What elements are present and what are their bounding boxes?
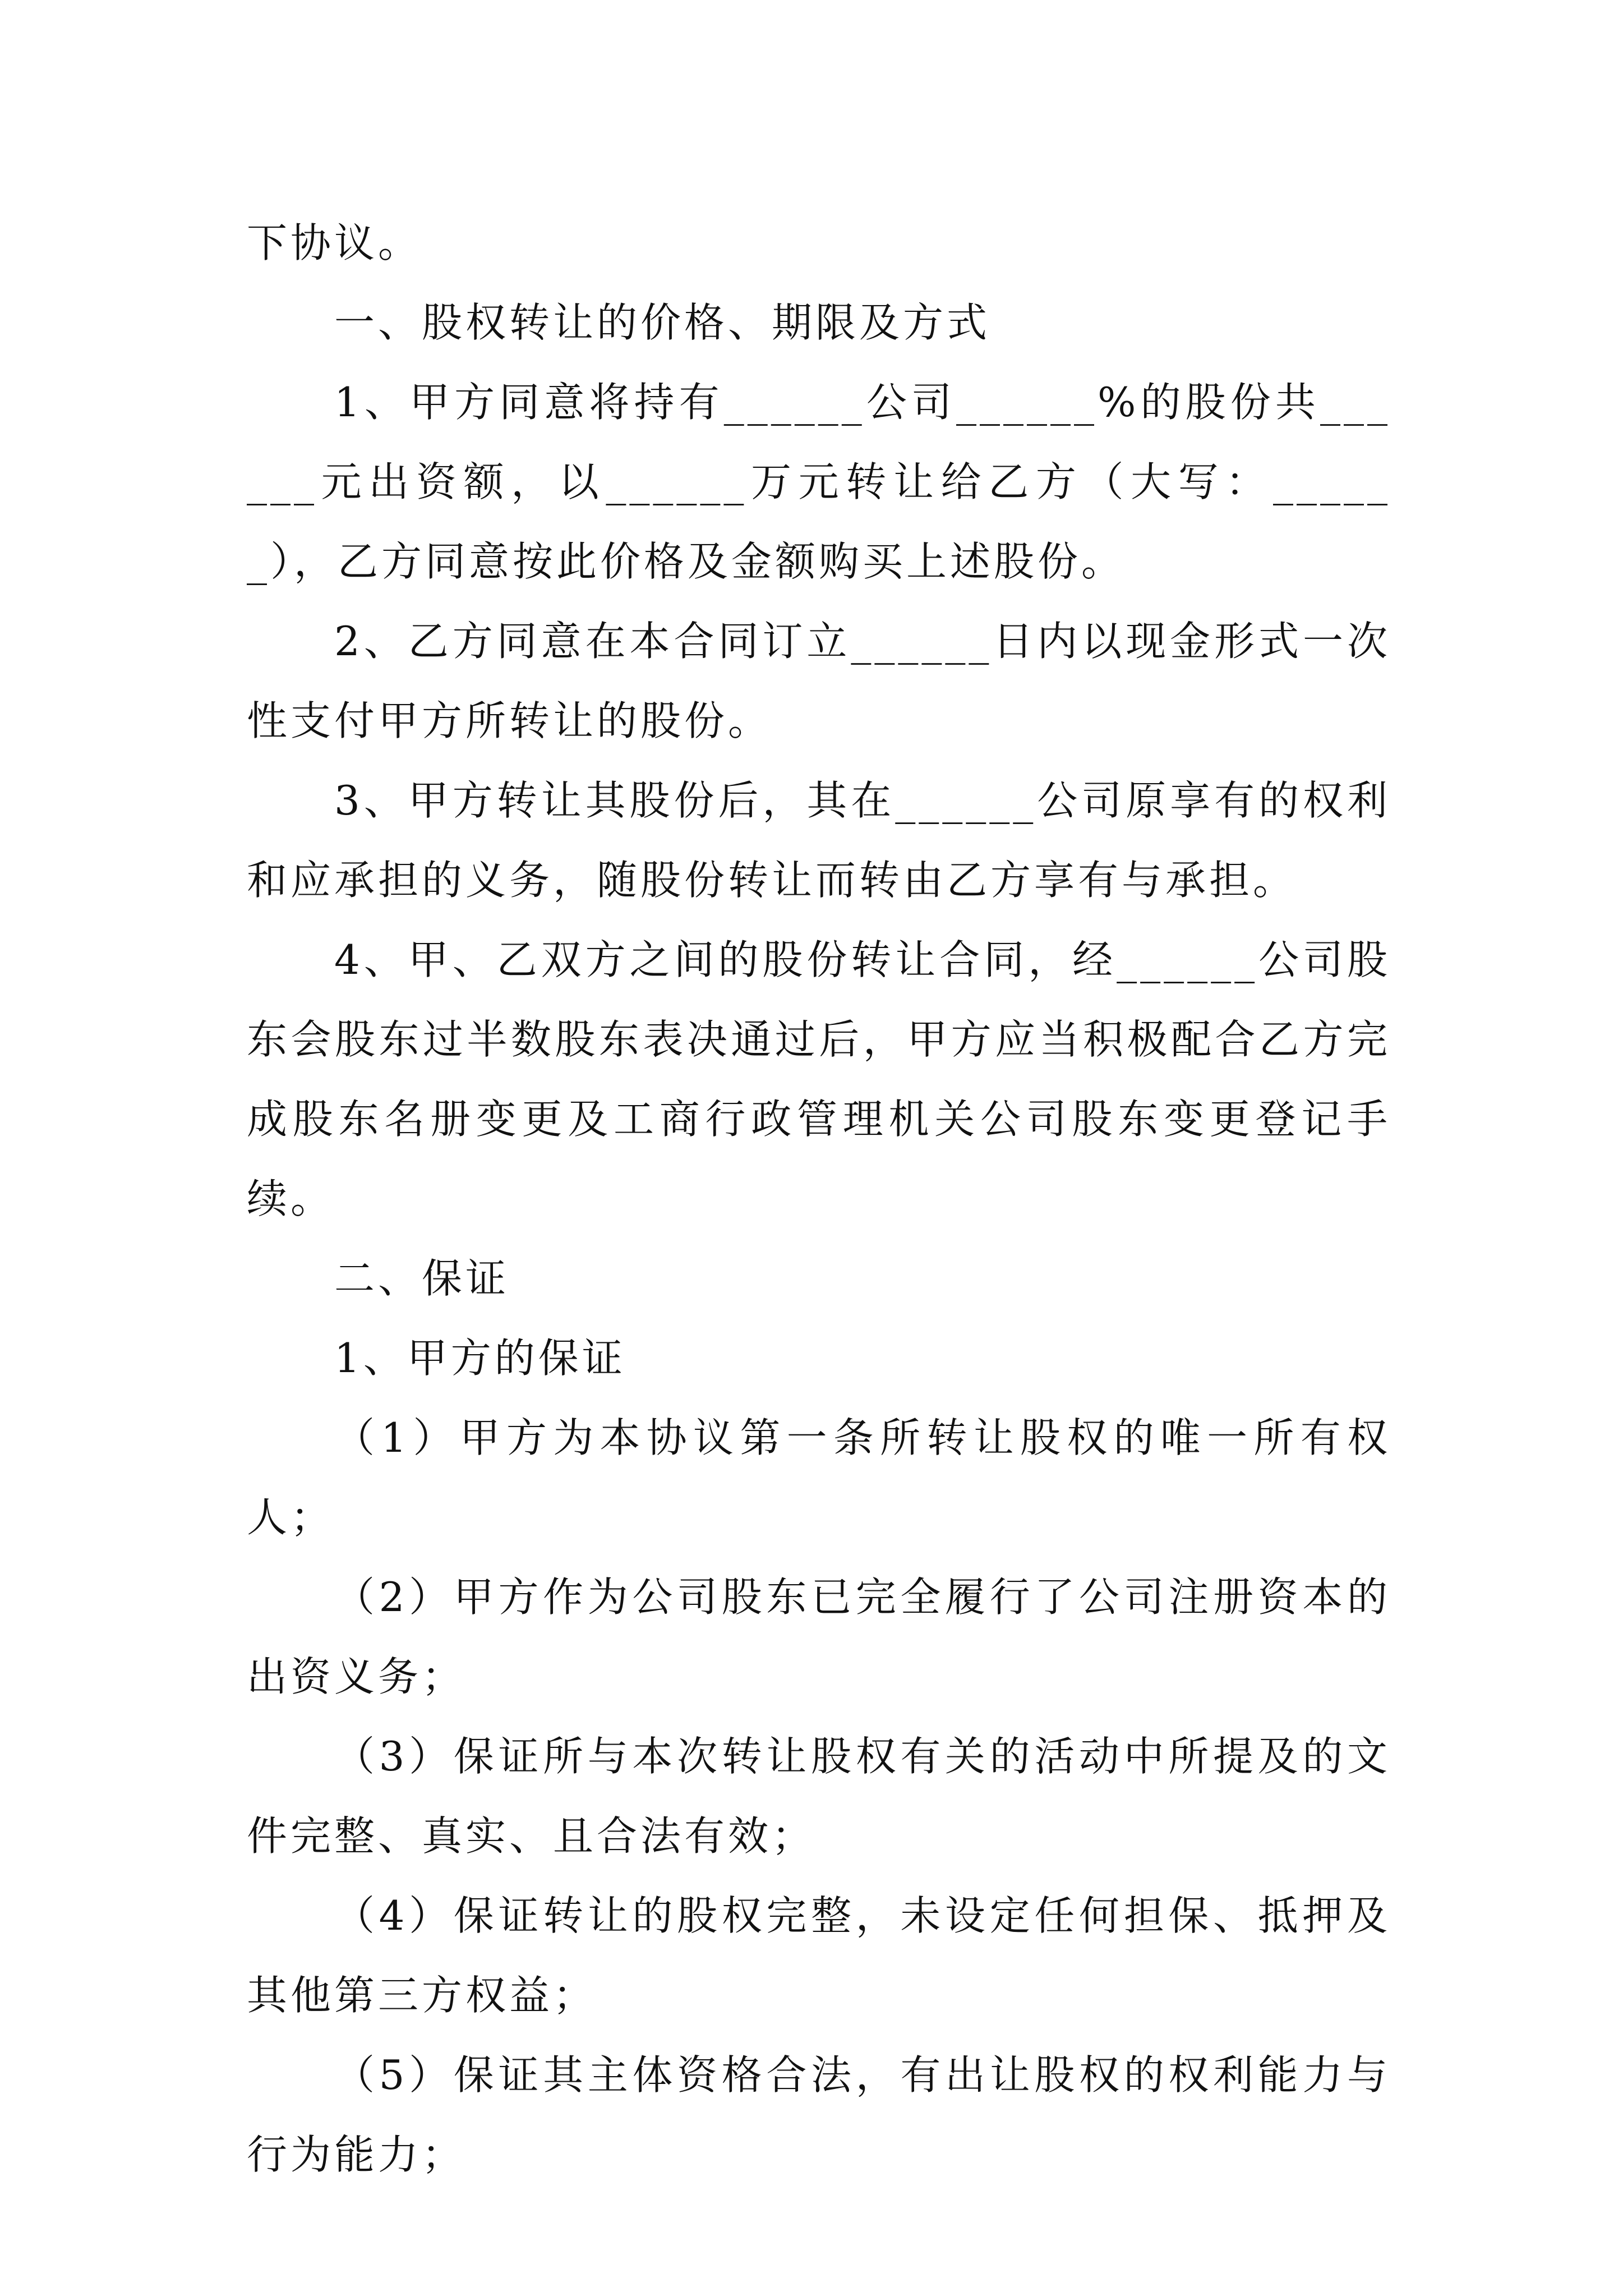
clause-2-payment: 2、乙方同意在本合同订立______日内以现金形式一次性支付甲方所转让的股份。 [247,618,1391,744]
section-heading-transfer-terms: 一、股权转让的价格、期限及方式 [334,299,991,346]
clause-3-rights-obligations: 3、甲方转让其股份后，其在______公司原享有的权利和应承担的义务，随股份转让而转由乙方享有与承担。 [247,777,1391,904]
clause-4-registration: 4、甲、乙双方之间的股份转让合同，经______公司股东会股东过半数股东表决通过后，甲方应当积极配合乙方完成股东名册变更及工商行政管理机关公司股东变更登记手续。 [247,936,1391,1222]
clause-1-price: 1、甲方同意将持有______公司______%的股份共______元出资额，以______万元转让给乙方（大写：______），乙方同意按此价格及金额购买上述股份。 [247,379,1391,585]
section-heading-guarantee: 二、保证 [334,1255,510,1302]
document-body [247,203,1391,2194]
guarantee-item-2: （2）甲方作为公司股东已完全履行了公司注册资本的出资义务； [247,1573,1391,1700]
guarantee-item-4: （4）保证转让的股权完整，未设定任何担保、抵押及其他第三方权益； [247,1892,1391,2019]
guarantee-item-3: （3）保证所与本次转让股权有关的活动中所提及的文件完整、真实、且合法有效； [247,1733,1391,1860]
guarantee-item-5: （5）保证其主体资格合法，有出让股权的权利能力与行为能力； [247,2051,1391,2178]
subheading-party-a-guarantee: 1、甲方的保证 [334,1335,626,1382]
paragraph-continuation: 下协议。 [247,219,422,266]
guarantee-item-1: （1）甲方为本协议第一条所转让股权的唯一所有权人； [247,1414,1391,1541]
